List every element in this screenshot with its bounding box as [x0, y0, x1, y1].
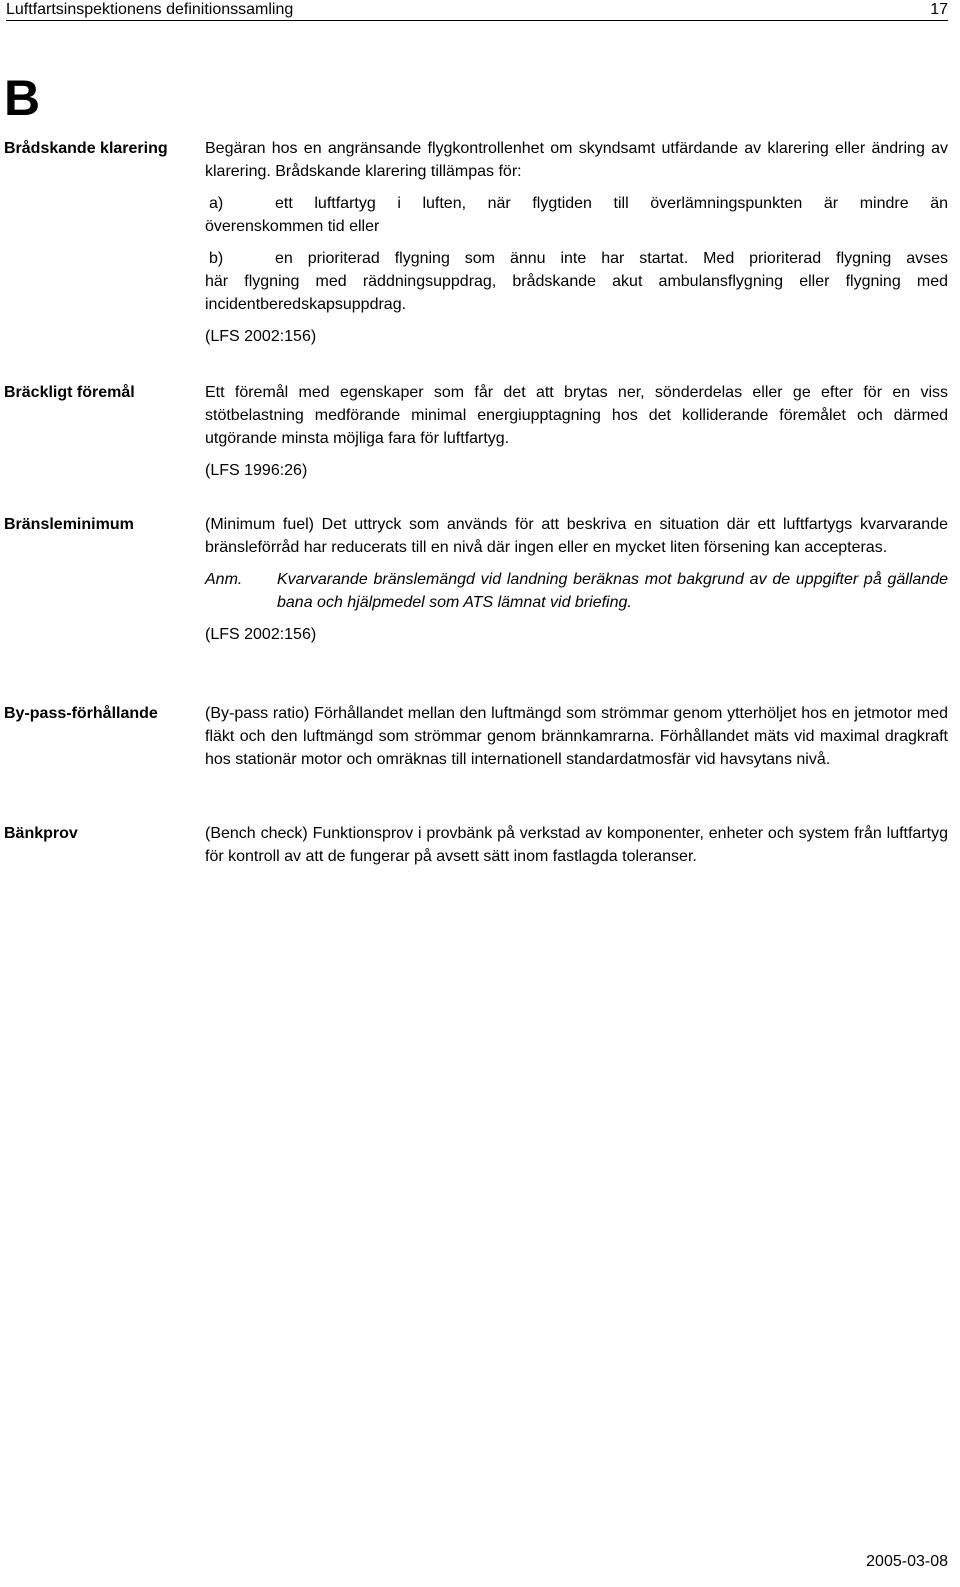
term-bankprov: Bänkprov — [4, 825, 78, 842]
term-brackligt-foremal: Bräckligt föremål — [4, 384, 135, 401]
term-bradskande-klarering: Brådskande klarering — [4, 140, 168, 157]
reference: (LFS 2002:156) — [205, 328, 317, 345]
note-label: Anm. — [205, 571, 243, 588]
definition-text: (Bench check) Funktionsprov i provbänk på verkstad av komponenter, enheter och system från luftfartyg för kontroll av att de fungerar på avsett sätt inom fastlagda toleranser. — [205, 825, 948, 865]
note-text: Kvarvarande bränslemängd vid landning beräknas mot bakgrund av de uppgifter på gällande bana och hjälpmedel som ATS lämnat vid briefing. — [277, 571, 948, 611]
definition-bransleminimum — [205, 513, 948, 655]
item-label: b) — [209, 250, 224, 267]
item-text: en prioriterad flygning som ännu inte har startat. Med prioriterad flygning avses — [275, 250, 948, 267]
footer-date: 2005-03-08 — [866, 1553, 948, 1570]
definition-bankprov — [205, 822, 948, 877]
reference: (LFS 2002:156) — [205, 626, 317, 643]
term-bransleminimum: Bränsleminimum — [4, 516, 134, 533]
page-number: 17 — [930, 1, 948, 18]
definition-text: (By-pass ratio) Förhållandet mellan den luftmängd som strömmar genom ytterhöljet hos en jetmotor med fläkt och den luftmängd som strömmar genom brännkamrarna. Förhållandet mäts vid maximal dragkraft hos stationär motor och omräknas till internationell standardatmosfär vid havsytans nivå. — [205, 705, 948, 768]
list-item-b — [205, 247, 948, 316]
page-header — [6, 0, 948, 21]
list-item-a — [205, 192, 948, 238]
item-text-cont: här flygning med räddningsuppdrag, brådskande akut ambulansflygning eller flygning med incidentberedskapsuppdrag. — [205, 273, 948, 313]
note — [205, 568, 948, 614]
item-text: ett luftfartyg i luften, när flygtiden till överlämningspunkten är mindre än — [275, 195, 948, 212]
section-letter: B — [4, 70, 41, 126]
definition-text: (Minimum fuel) Det uttryck som används för att beskriva en situation där ett luftfartygs kvarvarande bränsleförråd har reducerats till en nivå där ingen eller en mycket liten försening kan accepteras. — [205, 516, 948, 556]
definition-brackligt-foremal — [205, 381, 948, 491]
term-by-pass-forhallande: By-pass-förhållande — [4, 705, 158, 722]
item-label: a) — [209, 195, 224, 212]
definition-text: Ett föremål med egenskaper som får det att brytas ner, sönderdelas eller ge efter för en viss stötbelastning medförande minimal energiupptagning hos det kolliderande föremålet och därmed utgörande minsta möjliga fara för luftfartyg. — [205, 384, 948, 447]
definition-bradskande-klarering — [205, 137, 948, 357]
definition-by-pass-forhallande — [205, 702, 948, 780]
header-title: Luftfartsinspektionens definitionssamling — [6, 1, 294, 18]
reference: (LFS 1996:26) — [205, 462, 308, 479]
item-text-cont: överenskommen tid eller — [205, 218, 380, 235]
definition-text: Begäran hos en angränsande flygkontrollenhet om skyndsamt utfärdande av klarering eller ändring av klarering. Brådskande klarering tillämpas för: — [205, 140, 948, 180]
